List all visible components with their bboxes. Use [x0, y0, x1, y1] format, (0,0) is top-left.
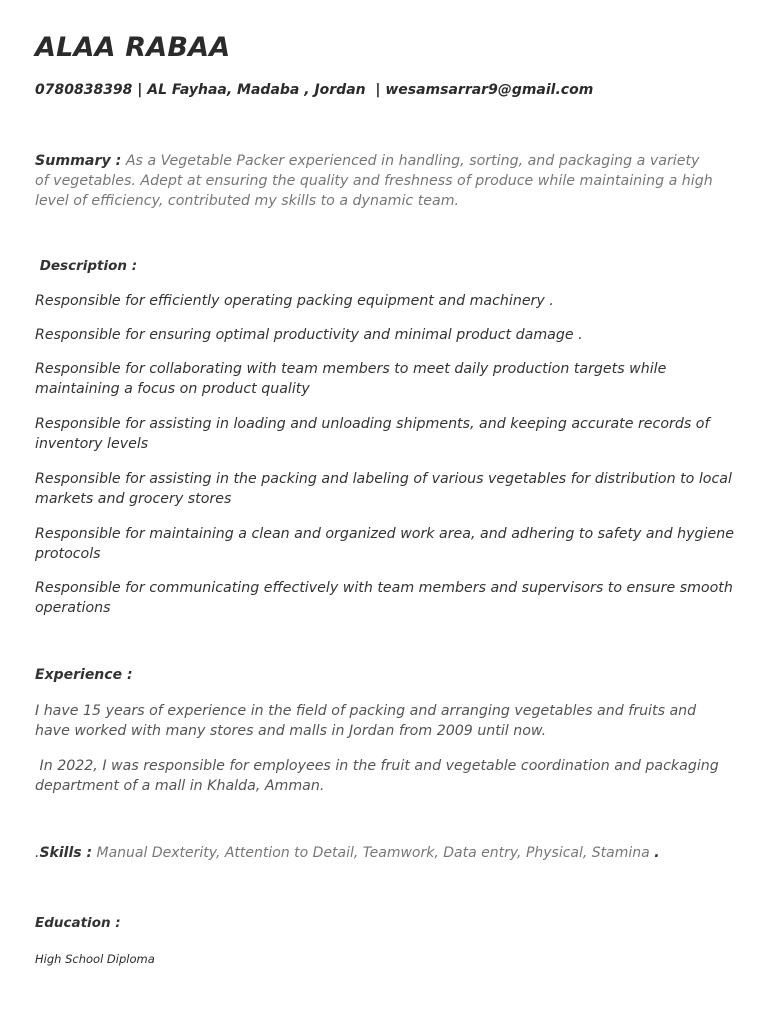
experience-paragraph: In 2022, I was responsible for employees in the fruit and vegetable coordination and packaging department of a mall in Khalda, Amman.	[35, 758, 724, 794]
skills-prefix: .	[35, 845, 40, 861]
summary-text: As a Vegetable Packer experienced in handling, sorting, and packaging a variety of vegetables. Adept at ensuring the quality and freshness of produce while maintaining a high level of efficiency, contributed my skills to a dynamic team.	[35, 153, 713, 209]
summary-label: Summary :	[35, 153, 122, 169]
description-heading: Description :	[35, 258, 138, 274]
education-heading: Education :	[35, 915, 121, 931]
description-item: Responsible for collaborating with team members to meet daily production targets while maintaining a focus on product quality	[35, 361, 667, 397]
skills-label: Skills :	[39, 845, 93, 861]
summary-section	[35, 151, 715, 211]
experience-heading: Experience :	[35, 667, 133, 683]
description-item: Responsible for efficiently operating packing equipment and machinery .	[35, 293, 554, 309]
education-degree: High School Diploma	[35, 952, 155, 966]
description-item: Responsible for assisting in loading and unloading shipments, and keeping accurate records of inventory levels	[35, 416, 710, 452]
experience-paragraph: I have 15 years of experience in the field of packing and arranging vegetables and fruits and have worked with many stores and malls in Jordan from 2009 until now.	[35, 703, 697, 739]
skills-list: Manual Dexterity, Attention to Detail, Teamwork, Data entry, Physical, Stamina	[92, 845, 655, 861]
contact-line: 0780838398 | AL Fayhaa, Madaba , Jordan | wesamsarrar9@gmail.com	[35, 82, 594, 98]
skills-section	[35, 845, 660, 861]
description-item: Responsible for maintaining a clean and organized work area, and adhering to safety and hygiene protocols	[35, 526, 734, 562]
description-item: Responsible for ensuring optimal productivity and minimal product damage .	[35, 327, 583, 343]
skills-end: .	[654, 845, 660, 861]
candidate-name: ALAA RABAA	[35, 32, 231, 63]
description-item: Responsible for communicating effectively with team members and supervisors to ensure smooth operations	[35, 580, 733, 616]
description-item: Responsible for assisting in the packing and labeling of various vegetables for distribution to local markets and grocery stores	[35, 471, 732, 507]
